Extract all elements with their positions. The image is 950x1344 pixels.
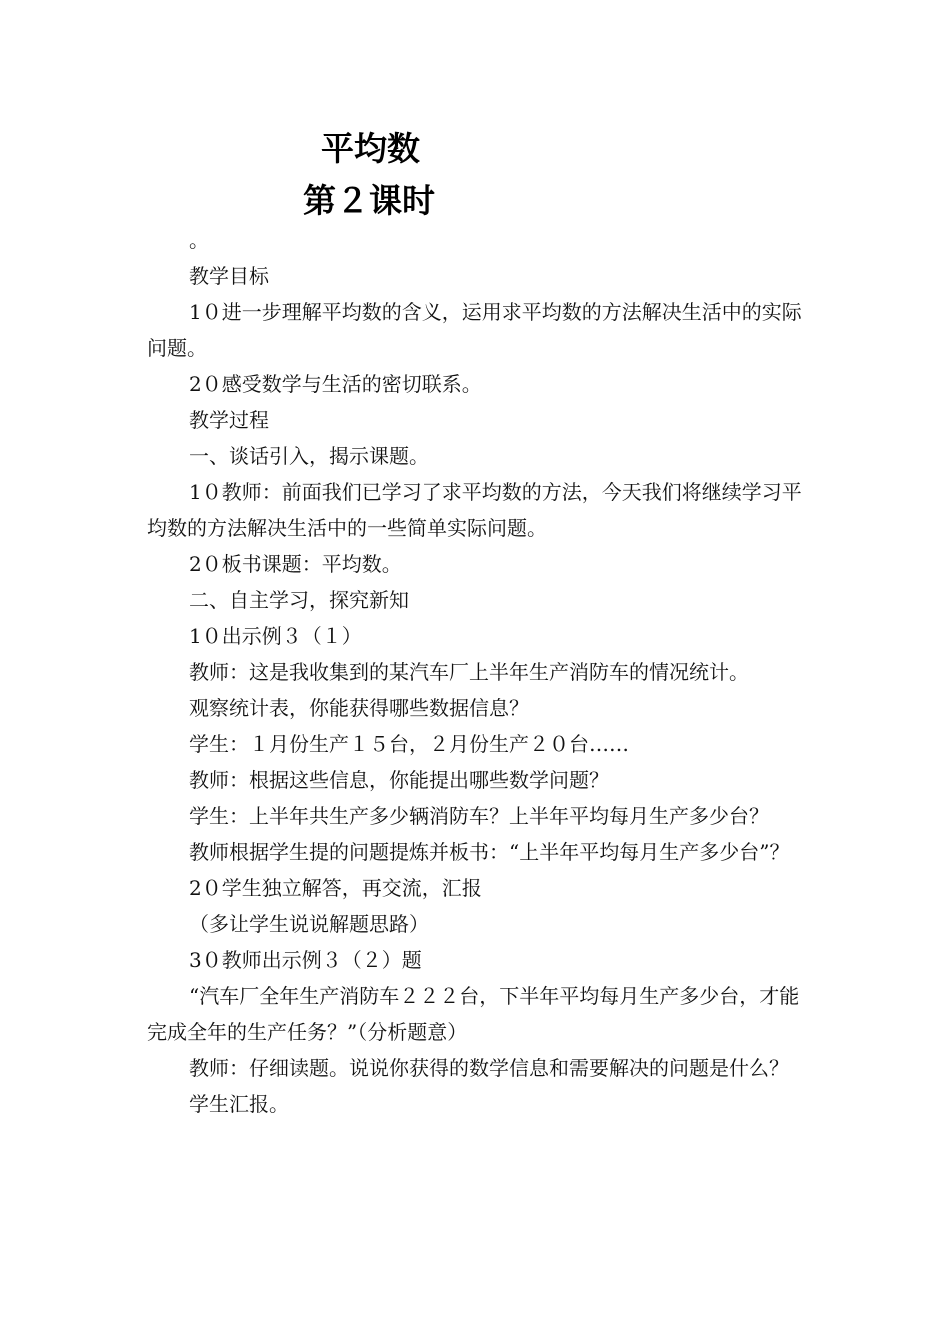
document-title: 平均数 [321, 129, 420, 168]
paragraph: 2０学生独立解答，再交流，汇报 [189, 876, 482, 900]
paragraph: 2０感受数学与生活的密切联系。 [189, 372, 482, 396]
paragraph: 学生汇报。 [189, 1092, 289, 1116]
paragraph: 1０进一步理解平均数的含义，运用求平均数的方法解决生活中的实际问题。 [147, 300, 802, 360]
document-body [147, 222, 807, 1122]
paragraph: 观察统计表，你能获得哪些数据信息？ [189, 696, 529, 720]
lesson-subtitle: 第２课时 [303, 181, 435, 220]
paragraph: 教师：仔细读题。说说你获得的数学信息和需要解决的问题是什么？ [189, 1056, 789, 1080]
paragraph: 。 [189, 228, 209, 252]
paragraph: 教师：这是我收集到的某汽车厂上半年生产消防车的情况统计。 [189, 660, 749, 684]
paragraph: 学生：１月份生产１５台，２月份生产２０台…… [189, 732, 629, 756]
paragraph: 教师根据学生提的问题提炼并板书：“上半年平均每月生产多少台”？ [189, 840, 790, 864]
section-heading: 教学目标 [189, 264, 269, 288]
paragraph: “汽车厂全年生产消防车２２２台，下半年平均每月生产多少台，才能完成全年的生产任务？”（分析题意） [147, 984, 800, 1044]
paragraph: 2０板书课题：平均数。 [189, 552, 402, 576]
paragraph: 一、谈话引入，揭示课题。 [189, 444, 429, 468]
paragraph: 教师：根据这些信息，你能提出哪些数学问题？ [189, 768, 609, 792]
paragraph: 二、自主学习，探究新知 [189, 588, 409, 612]
paragraph: 学生：上半年共生产多少辆消防车？上半年平均每月生产多少台？ [189, 804, 769, 828]
paragraph: （多让学生说说解题思路） [189, 912, 429, 936]
paragraph: 1０教师：前面我们已学习了求平均数的方法，今天我们将继续学习平均数的方法解决生活中的一些简单实际问题。 [147, 480, 802, 540]
paragraph: 3０教师出示例３（２）题 [189, 948, 422, 972]
section-heading: 教学过程 [189, 408, 269, 432]
paragraph: 1０出示例３（１） [189, 624, 362, 648]
